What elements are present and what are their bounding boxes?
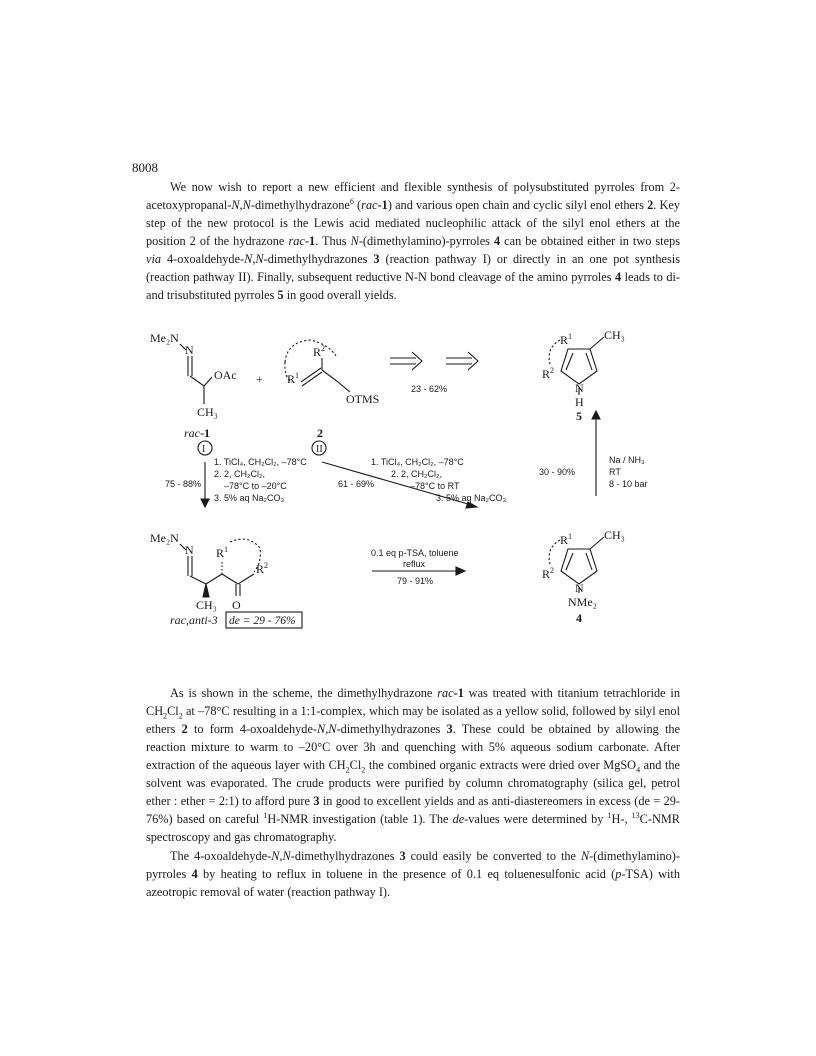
- h3-n: N: [185, 543, 194, 557]
- text-segment: 4: [614, 270, 622, 284]
- text-segment: 2: [345, 765, 350, 775]
- text-segment: the combined organic extracts were dried over MgSO: [365, 758, 637, 772]
- enol2-label: 2: [317, 426, 323, 440]
- h3-r1-letter: R: [216, 546, 225, 560]
- text-segment: H-,: [611, 812, 632, 826]
- text-segment: -(dimethylamino)-pyrroles: [358, 234, 494, 248]
- reaction-scheme-svg: [150, 322, 710, 640]
- text-segment: H-NMR investigation (table 1). The: [267, 812, 453, 826]
- pyrrole4-r2-sup: 2: [550, 566, 555, 575]
- text-segment: 1: [263, 810, 268, 820]
- pyrrole4-r2-letter: R: [542, 567, 551, 581]
- text-segment: could easily be converted to the: [405, 849, 581, 863]
- reaction-scheme: [150, 322, 710, 640]
- pyrrole5-r2-letter: R: [542, 367, 551, 381]
- text-segment: -1: [377, 198, 388, 212]
- pyrrole5-r1-sup: 1: [568, 332, 573, 341]
- pyrrole4-label: 4: [576, 611, 582, 625]
- pyrrole5-r1: [560, 332, 572, 347]
- pathway-II-roman: II: [316, 444, 323, 455]
- text-segment: -values were determined by: [464, 812, 608, 826]
- pyrrole4-ch3: CH₃: [604, 528, 625, 542]
- pyrrole4-nme2: NMe₂: [568, 595, 597, 609]
- text-segment: -TSA) with azeotropic removal of water (reaction pathway I).: [146, 867, 680, 899]
- pyrrole5-label: 5: [576, 409, 582, 423]
- enol2-r2-letter: R: [313, 345, 322, 359]
- h3-o: O: [232, 598, 241, 612]
- text-segment: de: [452, 812, 465, 826]
- h3-r1: [216, 545, 228, 560]
- rac1-ch3: CH₃: [197, 405, 218, 419]
- pathway-I-step3: 3. 5% aq Na₂CO₃: [214, 493, 285, 503]
- text-segment: by heating to reflux in toluene in the presence of 0.1 eq toluenesulfonic acid (: [197, 867, 616, 881]
- bottom-arrow-line1: 0.1 eq p-TSA, toluene: [371, 548, 459, 558]
- text-segment: . Key step of the new protocol is the Lewis acid mediated nucleophilic attack of the silyl enol ethers at the position 2 of the hydrazone: [146, 198, 680, 248]
- text-segment: . Thus: [315, 234, 351, 248]
- h3-r2-sup: 2: [264, 561, 269, 570]
- text-segment: 3: [373, 252, 380, 266]
- text-segment: As is shown in the scheme, the dimethylhydrazone: [170, 686, 438, 700]
- text-segment: in good to excellent yields and as anti-diastereomers in excess (de = 29-76%) based on careful: [146, 794, 680, 826]
- text-segment: (reaction pathway I) or directly in an one pot synthesis (reaction pathway II). Finally, subsequent reductive N-N bond cleavage of the amino pyrroles: [146, 252, 680, 284]
- h3-label: rac,anti-3: [170, 613, 218, 627]
- text-segment: 2: [178, 711, 183, 721]
- text-segment: rac: [288, 234, 305, 248]
- results-paragraph: [146, 684, 680, 846]
- reduction-yield: 30 - 90%: [539, 467, 576, 477]
- text-segment: 4: [636, 765, 641, 775]
- top-yield: 23 - 62%: [411, 384, 448, 394]
- text-segment: at –78°C resulting in a 1:1-complex, which may be isolated as a yellow solid, followed by silyl enol ethers: [146, 704, 680, 736]
- h3-ch3: CH₃: [196, 598, 217, 612]
- h3-de: de = 29 - 76%: [229, 615, 296, 627]
- text-segment: 2: [163, 711, 168, 721]
- pyrrole4-r2: [542, 566, 554, 581]
- pyrrole4-n: N: [575, 581, 584, 595]
- plus-sign: +: [256, 372, 263, 386]
- text-segment: . These could be obtained by allowing the reaction mixture to warm to –20°C over 3h and quenching with 5% aqueous sodium carbonate. After extraction of the aqueous layer with CH: [146, 722, 681, 772]
- text-segment: 2: [361, 765, 366, 775]
- reduction-line2: RT: [609, 467, 621, 477]
- page-number: 8008: [132, 160, 158, 175]
- results-section: [146, 684, 680, 901]
- pathway-II-step1: 1. TiCl₄, CH₂Cl₂, –78°C: [371, 457, 464, 467]
- pyrrole5-r2: [542, 366, 554, 381]
- top-double-arrows: [390, 352, 478, 370]
- text-segment: 3: [399, 849, 406, 863]
- enol2-otms: OTMS: [346, 392, 380, 406]
- enol2-r1-letter: R: [287, 372, 296, 386]
- rac1-oac: OAc: [214, 368, 237, 382]
- pyrrole5-r1-letter: R: [560, 333, 569, 347]
- rac1-label: [184, 426, 210, 440]
- text-segment: was treated with titanium tetrachloride in CH: [146, 686, 680, 718]
- h3-r2-letter: R: [256, 562, 265, 576]
- text-segment: in good overall yields.: [283, 288, 397, 302]
- pathway-II-step2b: –78°C to RT: [410, 481, 460, 491]
- pyrroles-paragraph: [146, 847, 680, 901]
- text-segment: 3: [446, 722, 453, 736]
- pathway-I-step2b: –78°C to –20°C: [224, 481, 287, 491]
- rac1-me2n: Me₂N: [150, 331, 179, 345]
- pathway-I-step2: 2. 2, CH₂Cl₂,: [214, 469, 265, 479]
- pyrrole5-h: H: [575, 395, 584, 409]
- text-segment: N: [580, 849, 590, 863]
- pyrrole5-n: N: [575, 381, 584, 395]
- text-segment: rac: [437, 686, 454, 700]
- reduction-line1: Na / NH₃: [609, 455, 645, 465]
- text-segment: N,N: [231, 198, 251, 212]
- text-segment: -dimethylhydrazones: [263, 252, 374, 266]
- text-segment: 13: [631, 810, 640, 820]
- text-segment: via: [146, 252, 162, 266]
- text-segment: 4: [191, 867, 198, 881]
- text-segment: N,N: [271, 849, 291, 863]
- text-segment: 2: [647, 198, 654, 212]
- text-segment: rac: [361, 198, 378, 212]
- text-segment: ) and various open chain and cyclic silyl enol ethers: [387, 198, 648, 212]
- text-segment: 3: [313, 794, 320, 808]
- bottom-arrow-line2: reflux: [403, 559, 426, 569]
- pyrrole4-r1: [560, 532, 572, 547]
- enol2-r2-sup: 2: [321, 344, 326, 353]
- intro-paragraph: [146, 178, 680, 304]
- text-segment: to form 4-oxoaldehyde-: [187, 722, 318, 736]
- text-segment: -dimethylhydrazone: [250, 198, 350, 212]
- text-segment: We now wish to report a new efficient and flexible synthesis of polysubstituted pyrroles from 2-acetoxypropanal-: [146, 180, 680, 212]
- text-segment: can be obtained either in two steps: [500, 234, 680, 248]
- text-segment: The 4-oxoaldehyde-: [170, 849, 272, 863]
- text-segment: leads to di- and trisubstituted pyrroles: [146, 270, 680, 302]
- pyrrole4-r1-letter: R: [560, 533, 569, 547]
- text-segment: 1: [607, 810, 612, 820]
- text-segment: N,N: [317, 722, 337, 736]
- enol2-r1: [287, 371, 299, 386]
- text-segment: -1: [304, 234, 316, 248]
- text-segment: N,N: [244, 252, 264, 266]
- text-segment: 4: [493, 234, 501, 248]
- text-segment: C-NMR spectroscopy and gas chromatography.: [146, 812, 680, 844]
- text-segment: and the solvent was evaporated. The crude products were purified by column chromatography (silica gel, petrol ether : ether = 2:1) to afford pure: [146, 758, 680, 808]
- bottom-arrow-yield: 79 - 91%: [397, 576, 434, 586]
- h3-me2n: Me₂N: [150, 531, 179, 545]
- enol2-r2: [313, 344, 325, 359]
- text-segment: -(dimethylamino)-pyrroles: [146, 849, 680, 881]
- h3-r2: [256, 561, 268, 576]
- text-segment: 4-oxoaldehyde-: [161, 252, 245, 266]
- pyrrole4-r1-sup: 1: [568, 532, 573, 541]
- text-segment: p: [615, 867, 622, 881]
- intro-paragraph-text: [146, 178, 680, 304]
- h3-r1-sup: 1: [224, 545, 229, 554]
- reduction-arrow: [592, 411, 600, 496]
- enol2-r1-sup: 1: [295, 371, 300, 380]
- reduction-line3: 8 - 10 bar: [609, 479, 648, 489]
- text-segment: -dimethylhydrazones: [290, 849, 400, 863]
- text-segment: 2: [181, 722, 188, 736]
- text-segment: 5: [277, 288, 284, 302]
- rac1-label-number: -1: [200, 426, 210, 440]
- text-segment: -1: [453, 686, 464, 700]
- text-segment: 6: [349, 196, 354, 206]
- rac1-label-italic: rac: [184, 426, 200, 440]
- pathway-II-yield: 61 - 69%: [338, 479, 375, 489]
- pathway-II-step3: 3. 5% aq Na₂CO₃: [436, 493, 507, 503]
- text-segment: Cl: [167, 704, 179, 718]
- text-segment: -dimethylhydrazones: [336, 722, 447, 736]
- text-segment: Cl: [349, 758, 362, 772]
- pathway-II-step2: 2. 2, CH₂Cl₂,: [391, 469, 442, 479]
- text-segment: N: [350, 234, 359, 248]
- pathway-I-roman: I: [202, 444, 206, 455]
- pyrrole5-ch3: CH₃: [604, 328, 625, 342]
- pathway-I-step1: 1. TiCl₄, CH₂Cl₂, –78°C: [214, 457, 307, 467]
- rac1-n: N: [185, 343, 194, 357]
- text-segment: (: [353, 198, 362, 212]
- pyrrole5-r2-sup: 2: [550, 366, 555, 375]
- pathway-I-yield: 75 - 88%: [165, 479, 202, 489]
